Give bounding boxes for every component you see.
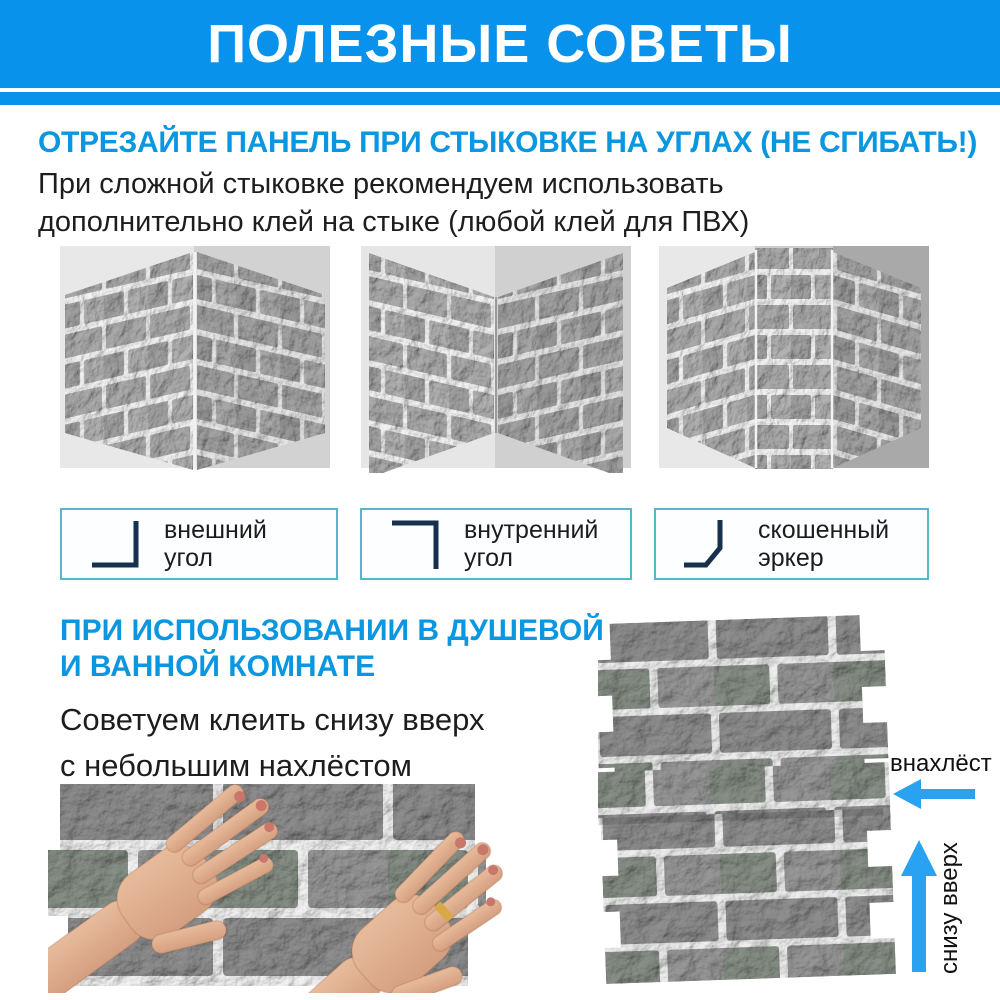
bathroom-section-heading: [60, 613, 660, 685]
arrow-left-icon: [893, 779, 975, 809]
header-band-bottom: [0, 92, 1000, 105]
corner-text-line1: При сложной стыковке рекомендуем использовать: [38, 168, 724, 200]
bathroom-heading-line2: И ВАННОЙ КОМНАТЕ: [60, 650, 376, 683]
beveled-bay-panel-photo: [659, 242, 929, 473]
arrow-up-icon: [901, 840, 937, 972]
corner-type-box-internal: [360, 508, 632, 580]
corner-type-box-external: [60, 508, 338, 580]
beveled-bay-icon: [678, 515, 738, 573]
corner-type-box-bay: [654, 508, 929, 580]
corner-section-text: [38, 165, 798, 241]
corner-section-heading: ОТРЕЗАЙТЕ ПАНЕЛЬ ПРИ СТЫКОВКЕ НА УГЛАХ (НЕ СГИБАТЬ!): [38, 126, 978, 159]
corner-text-line2: дополнительно клей на стыке (любой клей для ПВХ): [38, 206, 750, 238]
page-title: ПОЛЕЗНЫЕ СОВЕТЫ: [207, 14, 793, 74]
corner-type-label: внутренний угол: [464, 516, 599, 572]
bathroom-text-line1: Советуем клеить снизу вверх: [60, 702, 485, 737]
hands-pressing-panel-photo: [48, 778, 503, 993]
corner-type-label: скошенный эркер: [758, 516, 890, 572]
bottom-up-annotation-label: снизу вверх: [936, 842, 963, 974]
external-corner-icon: [84, 515, 144, 573]
internal-corner-panel-photo: [361, 242, 631, 473]
overlap-annotation-label: внахлёст: [890, 750, 992, 777]
bathroom-section-text: [60, 697, 580, 789]
corner-type-label: внешний угол: [164, 516, 267, 572]
bathroom-text-line2: с небольшим нахлёстом: [60, 748, 412, 783]
external-corner-panel-photo: [60, 242, 330, 473]
internal-corner-icon: [384, 515, 444, 573]
bathroom-heading-line1: ПРИ ИСПОЛЬЗОВАНИИ В ДУШЕВОЙ: [60, 614, 604, 647]
overlapping-panel-photo: [598, 615, 898, 1000]
